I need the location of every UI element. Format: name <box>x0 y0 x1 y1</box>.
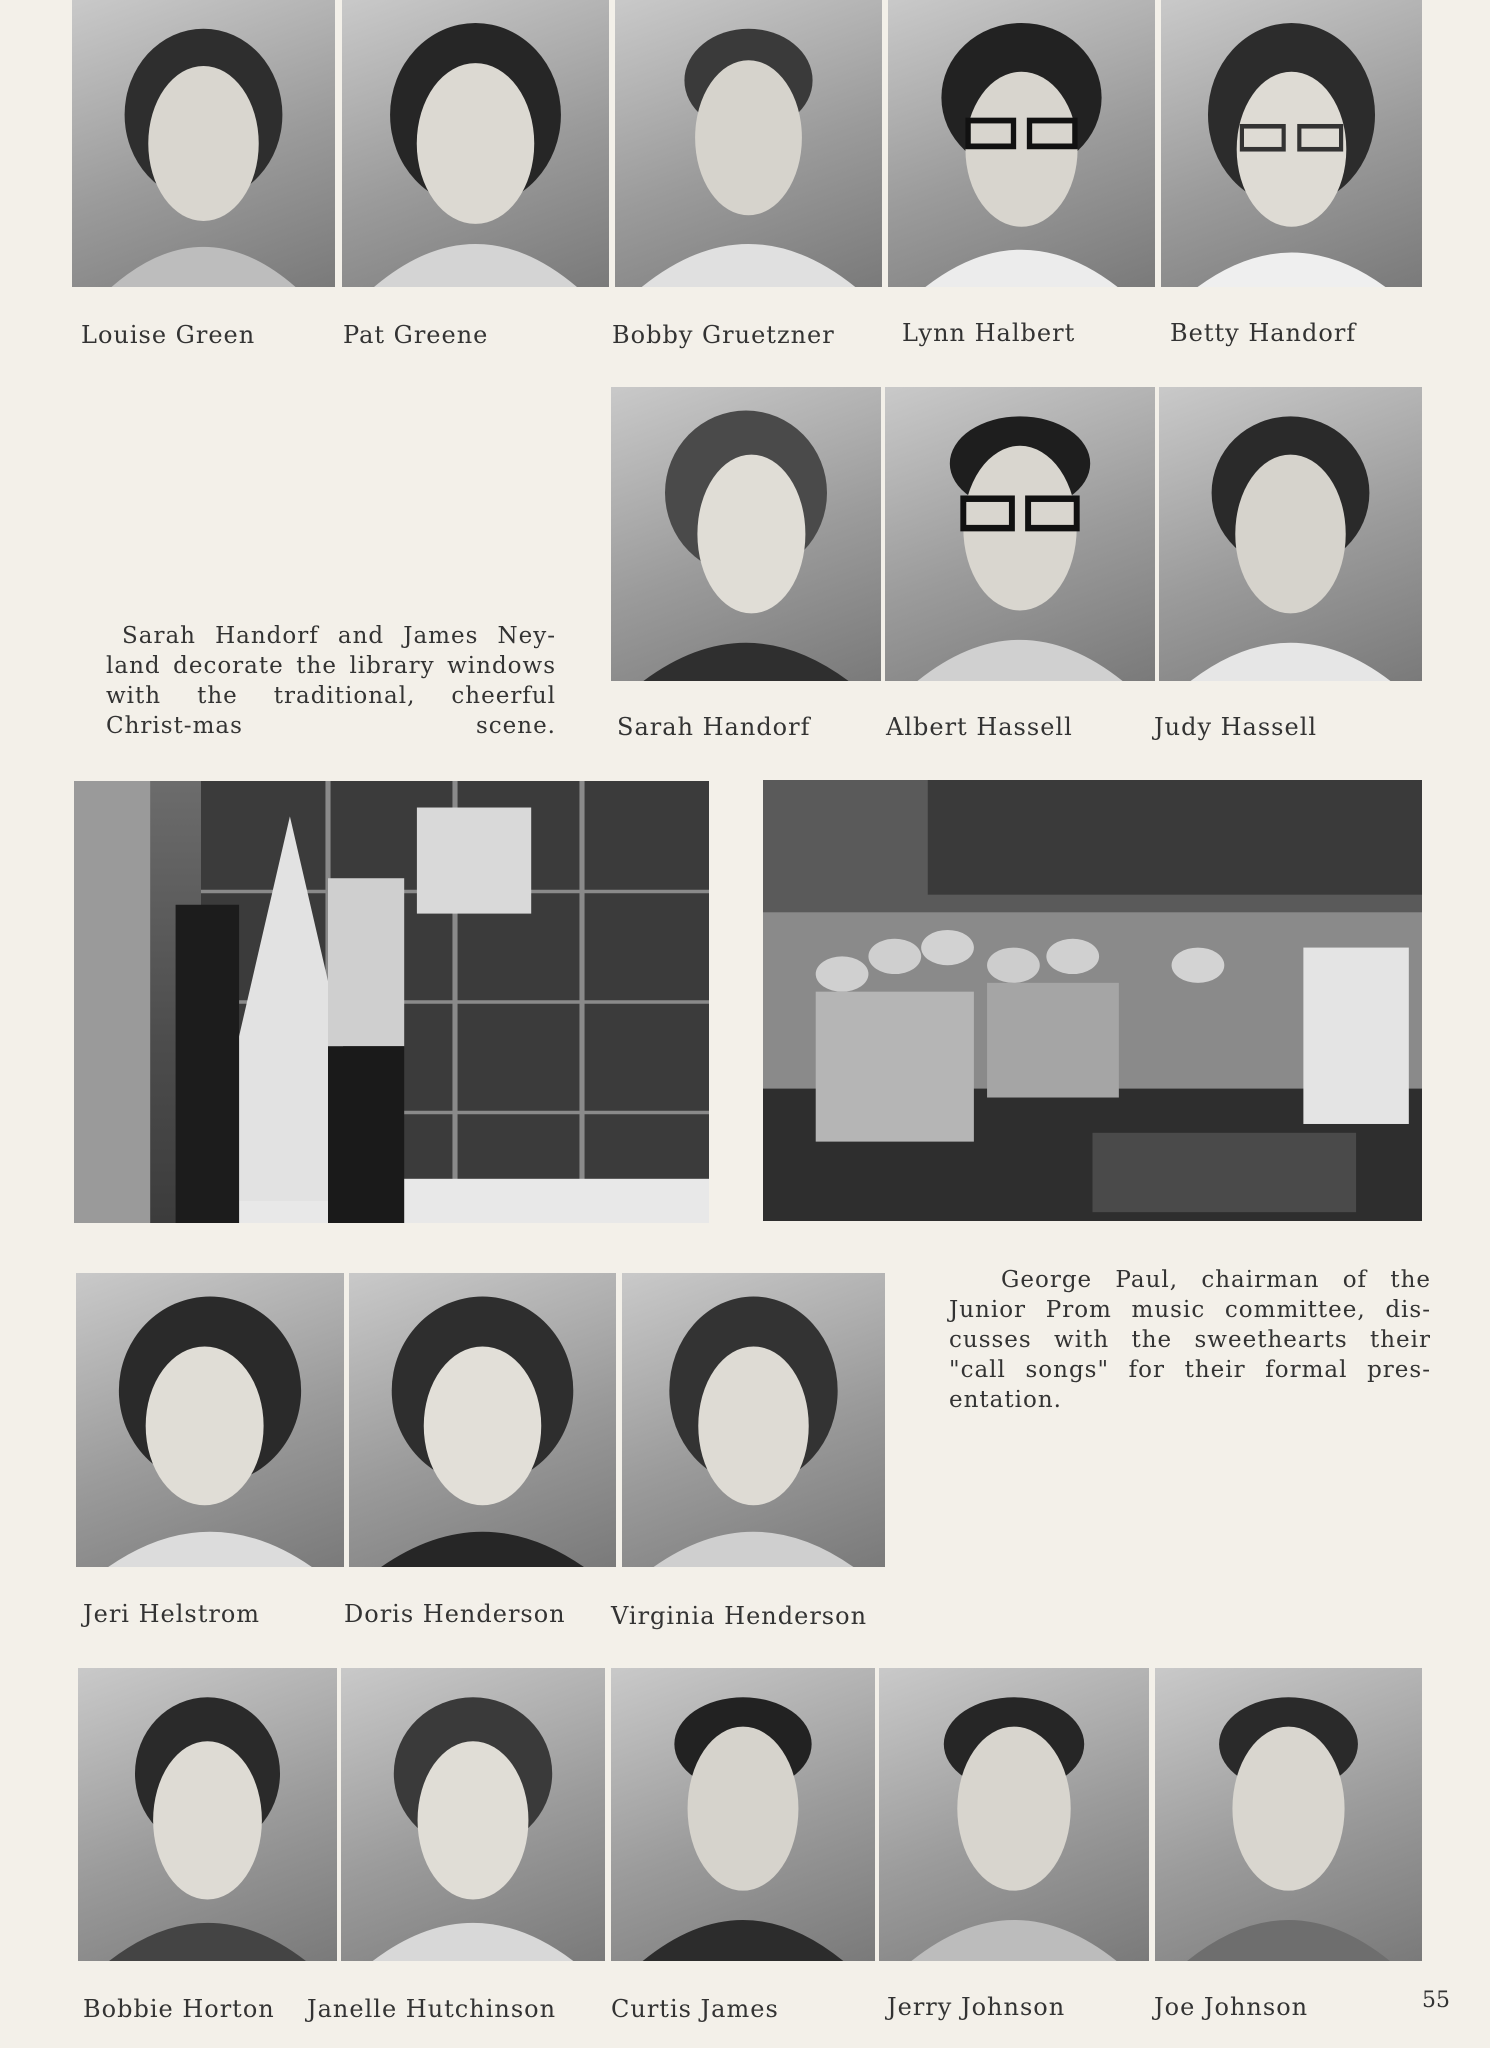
name-label: Bobby Gruetzner <box>612 321 835 349</box>
portrait-bobbie-horton <box>78 1668 337 1961</box>
portrait-pat-greene <box>342 0 609 287</box>
name-label: Pat Greene <box>343 321 489 349</box>
name-label: Lynn Halbert <box>902 319 1076 347</box>
name-label: Janelle Hutchinson <box>307 1995 557 2023</box>
name-label: Virginia Henderson <box>611 1602 868 1630</box>
portrait-bobby-gruetzner <box>615 0 882 287</box>
portrait-albert-hassell <box>885 387 1155 681</box>
page-number: 55 <box>1422 1988 1450 2013</box>
name-label: Albert Hassell <box>886 713 1073 741</box>
portrait-judy-hassell <box>1159 387 1422 681</box>
portrait-jeri-helstrom <box>76 1273 344 1567</box>
name-label: Jeri Helstrom <box>83 1600 261 1628</box>
name-label: Louise Green <box>81 321 256 349</box>
portrait-joe-johnson <box>1155 1668 1422 1961</box>
caption-library-decoration: Sarah Handorf and James Ney-land decorate the library windows with the traditional, cheerful Christ-mas scene. <box>106 623 556 739</box>
portrait-virginia-henderson <box>622 1273 885 1567</box>
name-label: Curtis James <box>611 1995 779 2023</box>
caption-prom-committee: George Paul, chairman of the Junior Prom music committee, dis-cusses with the sweethearts their "call songs" for their formal pres-entation. <box>949 1267 1431 1413</box>
portrait-louise-green <box>72 0 335 287</box>
name-label: Joe Johnson <box>1154 1993 1309 2021</box>
photo-library-window-decoration <box>74 781 709 1223</box>
portrait-betty-handorf <box>1161 0 1422 287</box>
name-label: Jerry Johnson <box>887 1993 1066 2021</box>
name-label: Betty Handorf <box>1170 319 1357 347</box>
portrait-lynn-halbert <box>888 0 1155 287</box>
portrait-jerry-johnson <box>879 1668 1149 1961</box>
portrait-janelle-hutchinson <box>341 1668 605 1961</box>
portrait-curtis-james <box>611 1668 875 1961</box>
portrait-sarah-handorf <box>611 387 881 681</box>
name-label: Judy Hassell <box>1154 713 1318 741</box>
name-label: Sarah Handorf <box>617 713 811 741</box>
name-label: Doris Henderson <box>344 1600 566 1628</box>
name-label: Bobbie Horton <box>83 1995 275 2023</box>
portrait-doris-henderson <box>349 1273 616 1567</box>
photo-prom-music-committee <box>763 780 1422 1221</box>
